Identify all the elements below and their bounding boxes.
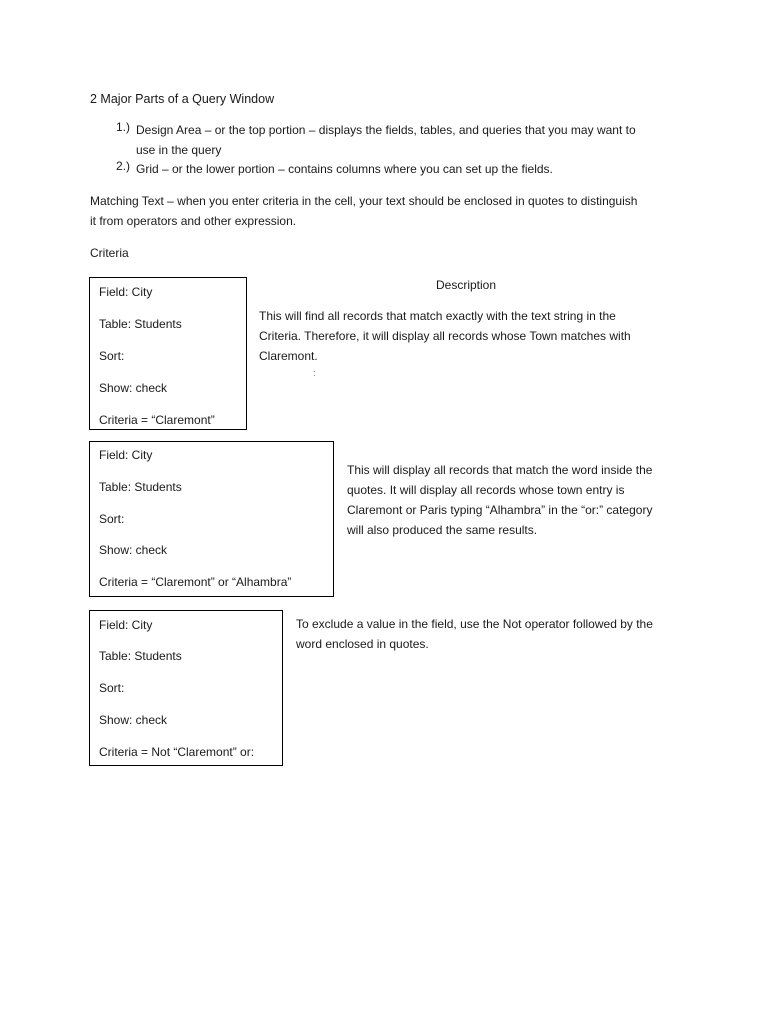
criteria-label: Criteria = Not “Claremont” or:: [99, 745, 255, 759]
description-line: will also produced the same results.: [347, 523, 538, 537]
description-line: To exclude a value in the field, use the Not operator followed by the: [296, 617, 653, 631]
description-line: Claremont or Paris typing “Alhambra” in the “or:” category: [347, 503, 653, 517]
description-heading: Description: [436, 278, 497, 292]
criteria-label: Criteria = “Claremont”: [99, 413, 215, 427]
description-line: This will find all records that match exactly with the text string in the: [259, 309, 616, 323]
show-label: Show: check: [99, 381, 168, 395]
list-item-text: Grid – or the lower portion – contains columns where you can set up the fields.: [136, 162, 553, 176]
list-item-number: 1.): [116, 120, 131, 134]
description-line: Criteria. Therefore, it will display all records whose Town matches with: [259, 329, 631, 343]
field-label: Field: City: [99, 618, 153, 632]
list-item-text: use in the query: [136, 143, 222, 157]
table-label: Table: Students: [99, 649, 182, 663]
show-label: Show: check: [99, 713, 168, 727]
description-3: [296, 614, 696, 654]
criteria-box-3: [89, 610, 283, 766]
matching-text-paragraph: [90, 191, 685, 231]
paragraph-line: it from operators and other expression.: [90, 214, 297, 228]
table-label: Table: Students: [99, 317, 182, 331]
description-2: [347, 460, 687, 540]
paragraph-line: Matching Text – when you enter criteria in the cell, your text should be enclosed in quotes to distinguish: [90, 194, 638, 208]
page-title: 2 Major Parts of a Query Window: [90, 92, 275, 106]
sort-label: Sort:: [99, 681, 125, 695]
field-label: Field: City: [99, 285, 153, 299]
list-item-number: 2.): [116, 159, 131, 173]
show-label: Show: check: [99, 543, 168, 557]
field-label: Field: City: [99, 448, 153, 462]
description-line: quotes. It will display all records whose town entry is: [347, 483, 625, 497]
criteria-label: Criteria = “Claremont” or “Alhambra”: [99, 575, 292, 589]
description-1: [259, 306, 679, 366]
description-line: word enclosed in quotes.: [296, 637, 429, 651]
list-item-text: Design Area – or the top portion – displays the fields, tables, and queries that you may want to: [136, 123, 636, 137]
criteria-heading: Criteria: [90, 246, 129, 260]
table-label: Table: Students: [99, 480, 182, 494]
description-line: Claremont.: [259, 349, 318, 363]
sort-label: Sort:: [99, 349, 125, 363]
sort-label: Sort:: [99, 512, 125, 526]
description-line: This will display all records that match the word inside the: [347, 463, 653, 477]
stray-mark: :: [313, 368, 316, 378]
criteria-box-1: [89, 277, 247, 430]
criteria-box-2: [89, 441, 334, 597]
